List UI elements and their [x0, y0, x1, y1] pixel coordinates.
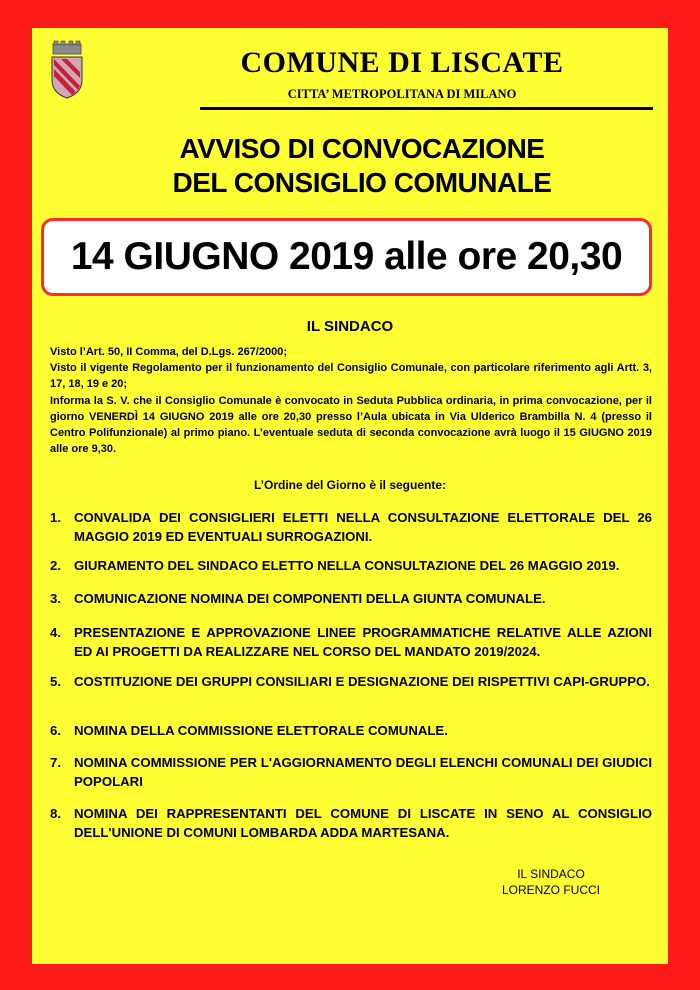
agenda-item-text: PRESENTAZIONE E APPROVAZIONE LINEE PROGRAMMATICHE RELATIVE ALLE AZIONI ED AI PROGETTI DA REALIZZARE NEL CORSO DEL MANDATO 2019/2024.: [74, 625, 652, 659]
agenda-item-number: 4.: [50, 625, 61, 640]
notice-heading: [92, 132, 632, 200]
agenda-item: [50, 556, 652, 575]
intro-line: Visto l’Art. 50, II Comma, del D.Lgs. 267/2000;: [50, 346, 287, 358]
signature-block: [476, 866, 626, 898]
agenda-item-text: COMUNICAZIONE NOMINA DEI COMPONENTI DELLA GIUNTA COMUNALE.: [74, 591, 546, 606]
agenda-item: [50, 589, 652, 608]
agenda-item-number: 6.: [50, 723, 61, 738]
agenda-item: [50, 721, 652, 740]
agenda-item: [50, 804, 652, 842]
agenda-item-number: 5.: [50, 674, 61, 689]
header-divider: [200, 107, 653, 110]
agenda-item-text: NOMINA DEI RAPPRESENTANTI DEL COMUNE DI LISCATE IN SENO AL CONSIGLIO DELL'UNIONE DI COMUNI LOMBARDA ADDA MARTESANA.: [74, 806, 652, 840]
agenda-item: [50, 672, 652, 691]
notice-poster: [32, 28, 668, 964]
agenda-item-number: 8.: [50, 806, 61, 821]
signature-title: IL SINDACO: [517, 867, 585, 881]
agenda-item-text: GIURAMENTO DEL SINDACO ELETTO NELLA CONSULTAZIONE DEL 26 MAGGIO 2019.: [74, 558, 620, 573]
agenda-item: [50, 753, 652, 791]
agenda-item: [50, 623, 652, 661]
coat-of-arms-icon: [49, 40, 85, 102]
town-name: COMUNE DI LISCATE: [240, 46, 564, 79]
agenda-item-number: 2.: [50, 558, 61, 573]
agenda-item-number: 3.: [50, 591, 61, 606]
agenda-item-text: NOMINA DELLA COMMISSIONE ELETTORALE COMUNALE.: [74, 723, 448, 738]
agenda-title: L’Ordine del Giorno è il seguente:: [253, 478, 447, 492]
agenda-item: [50, 508, 652, 546]
heading-line-2: DEL CONSIGLIO COMUNALE: [172, 167, 552, 198]
signature-name: LORENZO FUCCI: [501, 883, 600, 897]
meeting-date-box: [41, 218, 652, 296]
agenda-item-number: 7.: [50, 755, 61, 770]
intro-line: Visto il vigente Regolamento per il funzionamento del Consiglio Comunale, con particolare riferimento agli Artt. 3, 17, 18, 19 e 20;: [50, 362, 652, 391]
agenda-item-text: CONVALIDA DEI CONSIGLIERI ELETTI NELLA CONSULTAZIONE ELETTORALE DEL 26 MAGGIO 2019 ED EVENTUALI SURROGAZIONI.: [74, 510, 652, 544]
metro-city-name: CITTA’ METROPOLITANA DI MILANO: [287, 87, 517, 101]
heading-line-1: AVVISO DI CONVOCAZIONE: [179, 133, 545, 164]
intro-line: Informa la S. V. che il Consiglio Comunale è convocato in Seduta Pubblica ordinaria, in prima convocazione, per il giorno VENERDÌ 14 GIUGNO 2019 alle ore 20,30 presso l’Aula ubicata in Via Ulderico Brambilla N. 4 (presso il Centro Polifunzionale) al primo piano. L’eventuale seduta di seconda convocazione avrà luogo il 15 GIUGNO 2019 alle ore 9,30.: [50, 394, 652, 456]
meeting-date: 14 GIUGNO 2019 alle ore 20,30: [70, 235, 623, 278]
agenda-item-text: NOMINA COMMISSIONE PER L'AGGIORNAMENTO DEGLI ELENCHI COMUNALI DEI GIUDICI POPOLARI: [74, 755, 652, 789]
mayor-title: IL SINDACO: [306, 318, 394, 335]
agenda-item-text: COSTITUZIONE DEI GRUPPI CONSILIARI E DESIGNAZIONE DEI RISPETTIVI CAPI-GRUPPO.: [74, 674, 650, 689]
intro-text: [50, 344, 652, 457]
agenda-item-number: 1.: [50, 510, 61, 525]
